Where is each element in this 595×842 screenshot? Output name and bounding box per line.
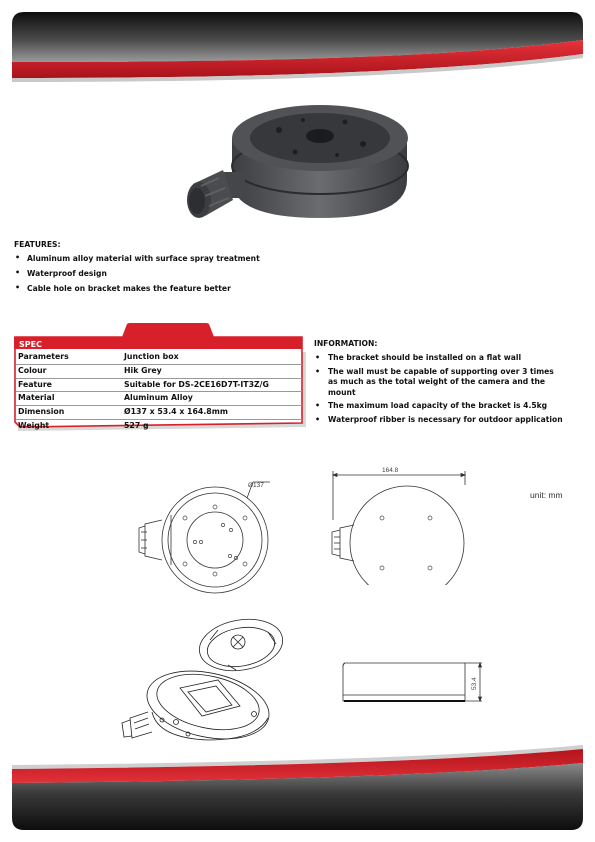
feature-item: • Aluminum alloy material with surface spray treatment	[14, 254, 304, 263]
spec-table	[14, 323, 306, 431]
width-label: 164.8	[382, 467, 399, 474]
information-item: • The maximum load capacity of the bracket is 4.5kg	[314, 401, 564, 412]
table-row	[16, 351, 302, 365]
spec-value: Hik Grey	[124, 365, 162, 375]
spec-key: Weight	[18, 420, 50, 430]
features-list	[14, 254, 304, 293]
information-item: • The bracket should be installed on a flat wall	[314, 353, 564, 364]
table-row	[16, 365, 302, 379]
header-band	[12, 12, 583, 82]
drawing-open-perspective	[118, 610, 298, 750]
table-row	[16, 379, 302, 393]
drawing-profile-view	[335, 655, 495, 720]
spec-value: Junction box	[124, 352, 179, 361]
drawing-side-view	[320, 465, 470, 585]
spec-key: Colour	[18, 365, 47, 375]
drawing-top-view	[135, 470, 285, 600]
height-label: 53.4	[471, 677, 478, 690]
table-row	[16, 406, 302, 420]
diameter-label: Ø137	[248, 482, 264, 489]
information-item: • The wall must be capable of supporting over 3 times as much as the total weight of the camera and the mount	[314, 367, 564, 399]
spec-key: Material	[18, 393, 55, 403]
information-list	[314, 353, 564, 425]
information-item: • Waterproof ribber is necessary for outdoor application	[314, 415, 564, 426]
information-section	[314, 339, 564, 428]
spec-value: Aluminum Alloy	[124, 393, 193, 403]
spec-value: Ø137 x 53.4 x 164.8mm	[124, 407, 228, 417]
spec-value: 527 g	[124, 420, 149, 430]
table-row	[16, 420, 302, 433]
information-title: INFORMATION:	[314, 339, 378, 348]
spec-title: SPEC	[19, 340, 42, 349]
spec-value: Suitable for DS-2CE16D7T-IT3Z/G	[124, 379, 269, 389]
spec-rows	[16, 351, 302, 433]
unit-label: unit: mm	[530, 490, 563, 500]
spec-key: Feature	[18, 379, 52, 389]
table-row	[16, 392, 302, 406]
spec-key: Parameters	[18, 352, 69, 361]
product-photo	[175, 100, 415, 240]
feature-item: • Cable hole on bracket makes the feature better	[14, 284, 304, 293]
spec-key: Dimension	[18, 407, 65, 417]
features-section	[14, 240, 304, 299]
features-title: FEATURES:	[14, 240, 61, 249]
feature-item: • Waterproof design	[14, 269, 304, 278]
footer-band	[12, 745, 583, 830]
